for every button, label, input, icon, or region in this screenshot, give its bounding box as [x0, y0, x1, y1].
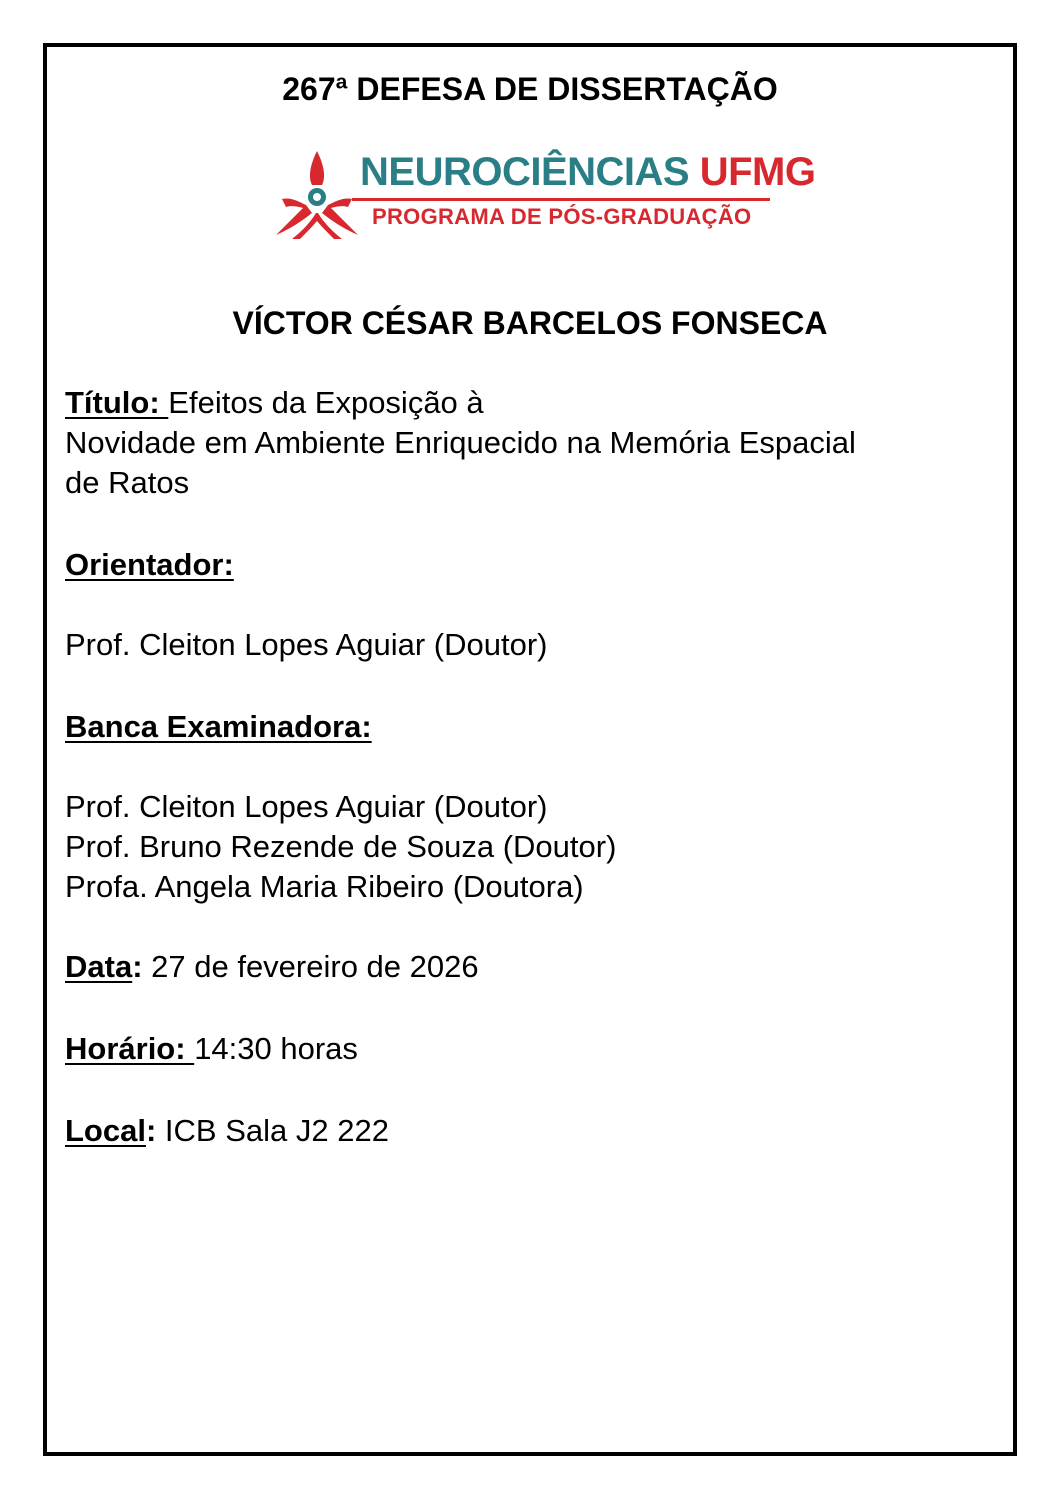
- page-border: [43, 43, 1017, 1456]
- logo-title: [360, 149, 815, 195]
- logo-subtitle: PROGRAMA DE PÓS-GRADUAÇÃO: [372, 204, 752, 229]
- orientador-name: Prof. Cleiton Lopes Aguiar (Doutor): [65, 627, 548, 662]
- data-value: 27 de fevereiro de 2026: [142, 949, 479, 984]
- banca-member-3: Profa. Angela Maria Ribeiro (Doutora): [65, 869, 584, 904]
- titulo-line-1: Efeitos da Exposição à: [168, 385, 484, 420]
- local-label: Local: [65, 1113, 146, 1148]
- titulo-line-3: de Ratos: [65, 465, 190, 500]
- horario-label: Horário:: [65, 1031, 195, 1066]
- orientador-section: [65, 545, 995, 665]
- logo-title-ufmg: UFMG: [699, 150, 816, 194]
- titulo-label: Título:: [65, 385, 169, 420]
- orientador-label: Orientador:: [65, 547, 234, 582]
- local-section: [65, 1111, 995, 1151]
- banca-section: [65, 707, 995, 907]
- banca-member-2: Prof. Bruno Rezende de Souza (Doutor): [65, 829, 617, 864]
- candidate-name: VÍCTOR CÉSAR BARCELOS FONSECA: [232, 305, 828, 341]
- logo-divider: [352, 198, 770, 201]
- neurociencias-logo: [272, 147, 816, 242]
- banca-label: Banca Examinadora:: [65, 709, 372, 744]
- data-section: [65, 947, 995, 987]
- horario-section: [65, 1029, 995, 1069]
- titulo-line-2: Novidade em Ambiente Enriquecido na Memória Espacial: [65, 425, 856, 460]
- data-label: Data: [65, 949, 133, 984]
- local-value: ICB Sala J2 222: [156, 1113, 389, 1148]
- banca-member-1: Prof. Cleiton Lopes Aguiar (Doutor): [65, 789, 548, 824]
- data-colon: :: [132, 949, 143, 984]
- horario-value: 14:30 horas: [194, 1031, 358, 1066]
- defense-heading: 267ª DEFESA DE DISSERTAÇÃO: [282, 71, 778, 107]
- neuron-star-icon: [272, 147, 362, 242]
- logo-title-neurociencias: NEUROCIÊNCIAS: [360, 150, 690, 194]
- local-colon: :: [145, 1113, 157, 1148]
- titulo-section: [65, 383, 995, 503]
